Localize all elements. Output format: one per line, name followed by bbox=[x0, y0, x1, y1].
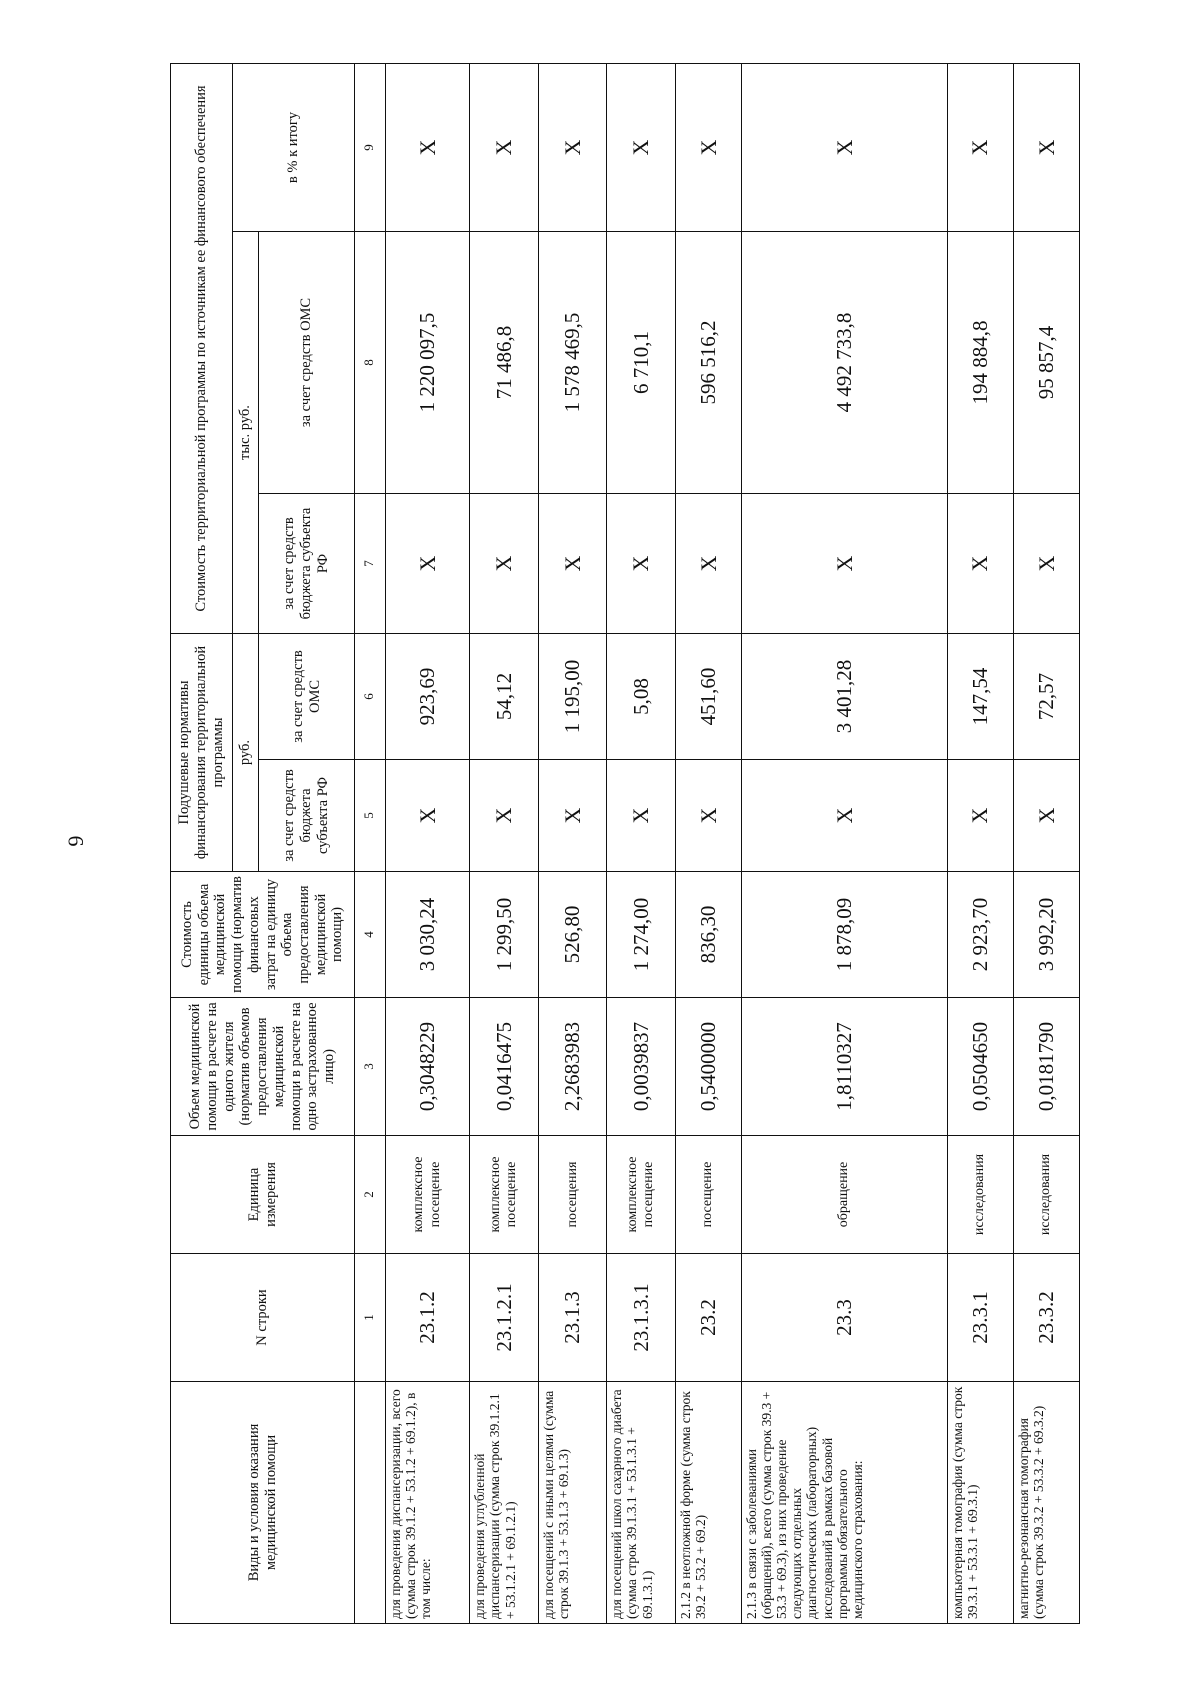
cell-per-capita-oms: 3 401,28 bbox=[742, 634, 948, 760]
cell-percent: Х bbox=[470, 63, 539, 231]
cell-unit-cost: 3 030,24 bbox=[385, 872, 469, 998]
cell-volume: 2,2683983 bbox=[538, 998, 607, 1136]
header-unit: Единица измерения bbox=[171, 1136, 355, 1254]
cell-type: 2.1.2 в неотложной форме (сумма строк 39.2 + 53.2 + 69.2) bbox=[675, 1382, 741, 1624]
cell-unit-cost: 1 878,09 bbox=[742, 872, 948, 998]
cell-type: для посещений школ сахарного диабета (сумма строк 39.1.3.1 + 53.1.3.1 + 69.1.3.1) bbox=[607, 1382, 676, 1624]
column-number-blank bbox=[355, 1382, 386, 1624]
cell-per-capita-oms: 54,12 bbox=[470, 634, 539, 760]
cell-volume: 1,8110327 bbox=[742, 998, 948, 1136]
cell-per-capita-oms: 147,54 bbox=[947, 634, 1013, 760]
cell-per-capita-budget: Х bbox=[742, 760, 948, 872]
cell-total-budget: Х bbox=[675, 494, 741, 634]
cell-row-no: 23.2 bbox=[675, 1254, 741, 1382]
column-number: 6 bbox=[355, 634, 386, 760]
cell-row-no: 23.3.2 bbox=[1013, 1254, 1079, 1382]
header-total-percent: в % к итогу bbox=[233, 63, 355, 231]
cell-row-no: 23.3.1 bbox=[947, 1254, 1013, 1382]
cell-per-capita-budget: Х bbox=[538, 760, 607, 872]
cell-unit-cost: 526,80 bbox=[538, 872, 607, 998]
cell-total-oms: 1 220 097,5 bbox=[385, 232, 469, 494]
cell-type: компьютерная томография (сумма строк 39.3.1 + 53.3.1 + 69.3.1) bbox=[947, 1382, 1013, 1624]
cell-volume: 0,5400000 bbox=[675, 998, 741, 1136]
table-row bbox=[470, 63, 539, 1623]
column-number: 7 bbox=[355, 494, 386, 634]
cell-total-oms: 1 578 469,5 bbox=[538, 232, 607, 494]
cell-percent: Х bbox=[1013, 63, 1079, 231]
cell-percent: Х bbox=[538, 63, 607, 231]
table-row bbox=[947, 63, 1013, 1623]
cell-row-no: 23.1.2 bbox=[385, 1254, 469, 1382]
column-number: 8 bbox=[355, 232, 386, 494]
cell-volume: 0,0181790 bbox=[1013, 998, 1079, 1136]
cell-type: для посещений с иными целями (сумма строк 39.1.3 + 53.1.3 + 69.1.3) bbox=[538, 1382, 607, 1624]
header-unit-cost: Стоимость единицы объема медицинской помощи (норматив финансовых затрат на единицу объема предоставления медицинской помощи) bbox=[171, 872, 355, 998]
column-number: 4 bbox=[355, 872, 386, 998]
cell-type: 2.1.3 в связи с заболеваниями (обращений), всего (сумма строк 39.3 + 53.3 + 69.3), из них проведение следующих отдельных диагностических (лабораторных) исследований в рамках базовой программы обязательного медицинского страхования: bbox=[742, 1382, 948, 1624]
cell-row-no: 23.1.3 bbox=[538, 1254, 607, 1382]
cell-total-oms: 6 710,1 bbox=[607, 232, 676, 494]
cell-per-capita-budget: Х bbox=[1013, 760, 1079, 872]
cell-per-capita-oms: 72,57 bbox=[1013, 634, 1079, 760]
cell-total-budget: Х bbox=[385, 494, 469, 634]
cell-per-capita-oms: 1 195,00 bbox=[538, 634, 607, 760]
header-per-capita-oms: за счет средств ОМС bbox=[259, 634, 355, 760]
cell-unit: комплексное посещение bbox=[470, 1136, 539, 1254]
table-row bbox=[742, 63, 948, 1623]
cell-row-no: 23.1.2.1 bbox=[470, 1254, 539, 1382]
cell-row-no: 23.1.3.1 bbox=[607, 1254, 676, 1382]
column-number-row bbox=[355, 63, 386, 1623]
cell-volume: 0,0504650 bbox=[947, 998, 1013, 1136]
cell-volume: 0,3048229 bbox=[385, 998, 469, 1136]
cell-unit: посещение bbox=[675, 1136, 741, 1254]
cell-per-capita-oms: 923,69 bbox=[385, 634, 469, 760]
rotated-table-container bbox=[170, 64, 1080, 1624]
header-row-no: N строки bbox=[171, 1254, 355, 1382]
header-type: Виды и условия оказания медицинской помощи bbox=[171, 1382, 355, 1624]
cell-total-oms: 4 492 733,8 bbox=[742, 232, 948, 494]
cell-percent: Х bbox=[385, 63, 469, 231]
cell-total-budget: Х bbox=[947, 494, 1013, 634]
header-volume: Объем медицинской помощи в расчете на одного жителя (норматив объемов предоставления медицинской помощи в расчете на одно застрахованное лицо) bbox=[171, 998, 355, 1136]
header-total: Стоимость территориальной программы по источникам ее финансового обеспечения bbox=[171, 63, 233, 633]
cell-unit-cost: 1 274,00 bbox=[607, 872, 676, 998]
cell-unit: комплексное посещение bbox=[607, 1136, 676, 1254]
table-row bbox=[538, 63, 607, 1623]
cell-per-capita-oms: 451,60 bbox=[675, 634, 741, 760]
cell-type: для проведения диспансеризации, всего (сумма строк 39.1.2 + 53.1.2 + 69.1.2), в том числе: bbox=[385, 1382, 469, 1624]
cell-unit-cost: 3 992,20 bbox=[1013, 872, 1079, 998]
table-row bbox=[385, 63, 469, 1623]
cell-per-capita-budget: Х bbox=[947, 760, 1013, 872]
cell-unit-cost: 1 299,50 bbox=[470, 872, 539, 998]
cell-total-budget: Х bbox=[742, 494, 948, 634]
page-number: 6 bbox=[63, 835, 89, 847]
cell-unit: исследования bbox=[1013, 1136, 1079, 1254]
cell-unit: исследования bbox=[947, 1136, 1013, 1254]
header-per-capita: Подушевые нормативы финансирования территориальной программы bbox=[171, 634, 233, 872]
cell-percent: Х bbox=[607, 63, 676, 231]
cell-total-oms: 95 857,4 bbox=[1013, 232, 1079, 494]
cell-total-oms: 596 516,2 bbox=[675, 232, 741, 494]
header-total-oms: за счет средств ОМС bbox=[259, 232, 355, 494]
cell-unit: посещения bbox=[538, 1136, 607, 1254]
cell-unit: обращение bbox=[742, 1136, 948, 1254]
table-row bbox=[607, 63, 676, 1623]
cell-unit-cost: 2 923,70 bbox=[947, 872, 1013, 998]
cell-unit-cost: 836,30 bbox=[675, 872, 741, 998]
header-total-budget: за счет средств бюджета субъекта РФ bbox=[259, 494, 355, 634]
cell-per-capita-budget: Х bbox=[675, 760, 741, 872]
cell-volume: 0,0039837 bbox=[607, 998, 676, 1136]
cell-percent: Х bbox=[675, 63, 741, 231]
column-number: 9 bbox=[355, 63, 386, 231]
cell-percent: Х bbox=[742, 63, 948, 231]
header-per-capita-unit: руб. bbox=[233, 634, 259, 872]
cell-total-budget: Х bbox=[607, 494, 676, 634]
column-number: 5 bbox=[355, 760, 386, 872]
table-row bbox=[675, 63, 741, 1623]
cell-per-capita-oms: 5,08 bbox=[607, 634, 676, 760]
cell-unit: комплексное посещение bbox=[385, 1136, 469, 1254]
cell-per-capita-budget: Х bbox=[607, 760, 676, 872]
column-number: 1 bbox=[355, 1254, 386, 1382]
cell-total-budget: Х bbox=[1013, 494, 1079, 634]
cell-per-capita-budget: Х bbox=[385, 760, 469, 872]
cell-total-budget: Х bbox=[470, 494, 539, 634]
column-number: 2 bbox=[355, 1136, 386, 1254]
cell-volume: 0,0416475 bbox=[470, 998, 539, 1136]
table-row bbox=[1013, 63, 1079, 1623]
header-total-unit: тыс. руб. bbox=[233, 232, 259, 634]
cell-total-oms: 194 884,8 bbox=[947, 232, 1013, 494]
cell-per-capita-budget: Х bbox=[470, 760, 539, 872]
cell-row-no: 23.3 bbox=[742, 1254, 948, 1382]
financing-table bbox=[170, 63, 1080, 1624]
cell-percent: Х bbox=[947, 63, 1013, 231]
cell-total-budget: Х bbox=[538, 494, 607, 634]
cell-total-oms: 71 486,8 bbox=[470, 232, 539, 494]
header-row-1 bbox=[171, 63, 233, 1623]
cell-type: магнитно-резонансная томография (сумма строк 39.3.2 + 53.3.2 + 69.3.2) bbox=[1013, 1382, 1079, 1624]
cell-type: для проведения углубленной диспансеризации (сумма строк 39.1.2.1 + 53.1.2.1 + 69.1.2.1) bbox=[470, 1382, 539, 1624]
column-number: 3 bbox=[355, 998, 386, 1136]
header-per-capita-budget: за счет средств бюджета субъекта РФ bbox=[259, 760, 355, 872]
